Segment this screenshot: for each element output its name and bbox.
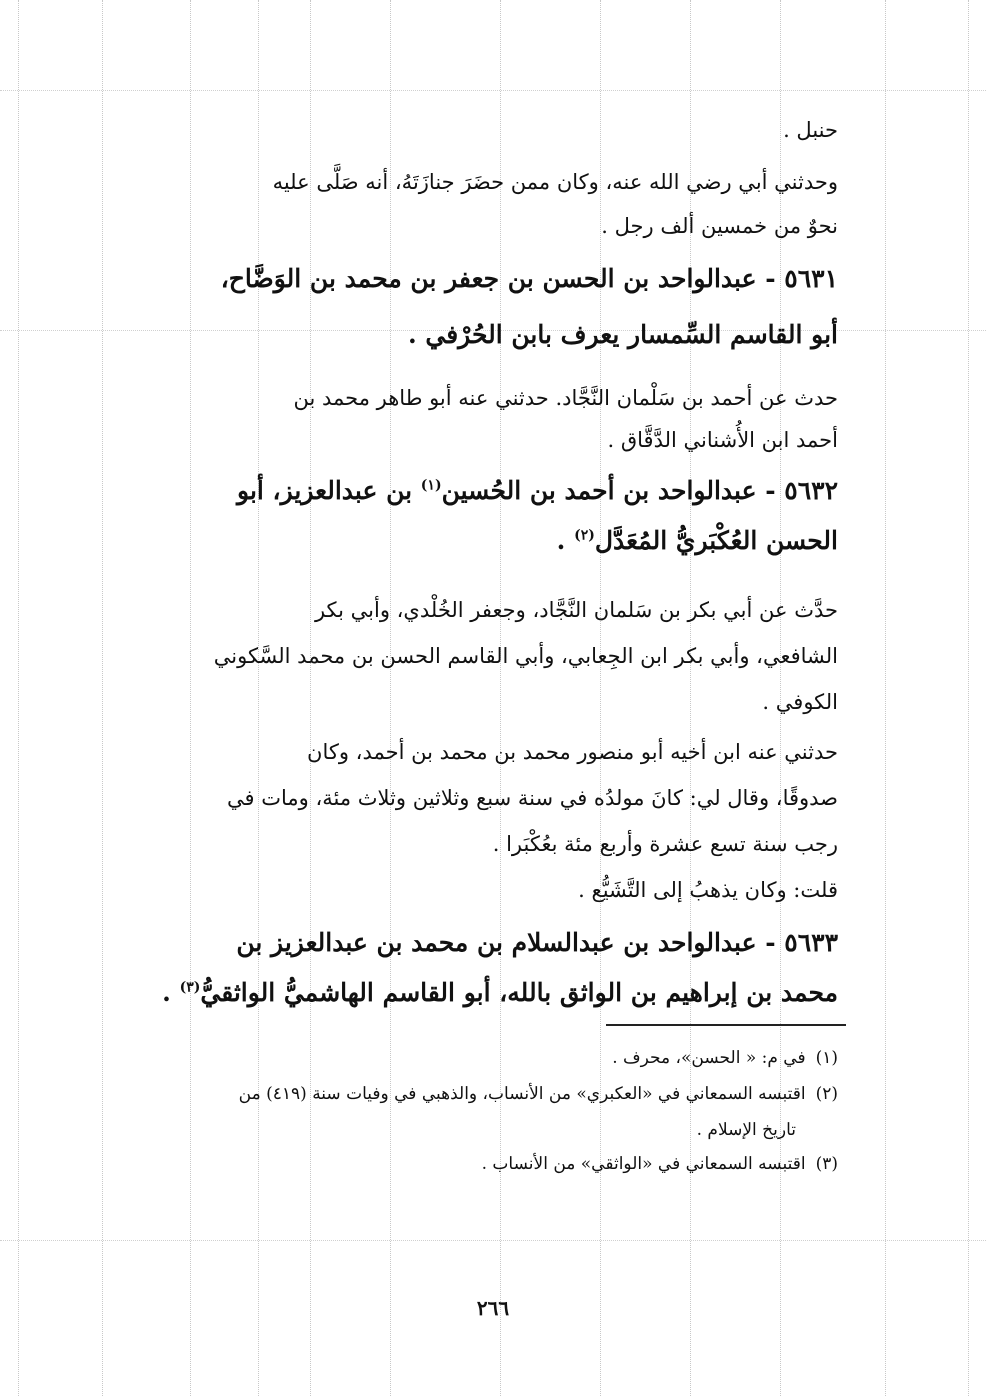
footnote	[125, 1046, 838, 1070]
heading-text: .	[556, 526, 575, 555]
text-line: صدوقًا، وقال لي: كانَ مولدُه في سنة سبع وثلاثين وثلاث مئة، ومات في	[227, 786, 838, 810]
footnote-number: (١)	[815, 1048, 838, 1068]
text-line: رجب سنة تسع عشرة وأربع مئة بعُكْبَرا .	[492, 832, 838, 856]
scan-guide-line	[885, 0, 886, 1396]
entry-heading-5633: ٥٦٣٣ - عبدالواحد بن عبدالسلام بن محمد بن عبدالعزيز بن	[236, 928, 838, 957]
footnote-marker: (١)	[420, 477, 442, 494]
entry-heading-5631: ٥٦٣١ - عبدالواحد بن الحسن بن جعفر بن محمد بن الوَضَّاح،	[220, 264, 838, 293]
heading-text: بن عبدالعزيز، أبو	[237, 476, 421, 505]
text-line: حدَّث عن أبي بكر بن سَلمان النَّجَّاد، وجعفر الخُلْدي، وأبي بكر	[314, 598, 838, 622]
text-line: الشافعي، وأبي بكر ابن الجِعابي، وأبي القاسم الحسن بن محمد السَّكوني	[213, 644, 838, 668]
footnote	[125, 1118, 838, 1142]
text-line: نحوٌ من خمسين ألف رجل .	[601, 214, 838, 238]
text-line: حدثني عنه ابن أخيه أبو منصور محمد بن محمد بن أحمد، وكان	[307, 740, 838, 764]
footnote	[125, 1082, 838, 1106]
heading-text: الحسن العُكْبَريُّ المُعَدَّل	[594, 526, 838, 555]
entry-heading-5632-cont	[125, 524, 838, 558]
entry-heading-5632	[125, 474, 838, 508]
footnote-number: (٢)	[815, 1084, 838, 1104]
heading-text: ٥٦٣٢ - عبدالواحد بن أحمد بن الحُسين	[441, 476, 838, 505]
footnote-marker: (٣)	[179, 979, 201, 996]
heading-text: محمد بن إبراهيم بن الواثق بالله، أبو القاسم الهاشميُّ الواثقيُّ	[200, 978, 838, 1007]
text-line: الكوفي .	[762, 690, 838, 714]
entry-heading-5633-cont	[125, 976, 838, 1010]
text-line: حنبل .	[783, 118, 838, 142]
text-line: وحدثني أبي رضي الله عنه، وكان ممن حضَرَ جنازَتَهُ، أنه صَلَّى عليه	[272, 170, 838, 194]
footnote-marker: (٢)	[574, 527, 595, 544]
scan-guide-line	[18, 0, 19, 1396]
footnote-text: تاريخ الإسلام .	[696, 1120, 796, 1140]
scan-guide-line	[102, 0, 103, 1396]
entry-heading-5631-cont: أبو القاسم السِّمسار يعرف بابن الحُرْفي .	[407, 320, 838, 349]
footnote-text: في م: « الحسن»، محرف .	[612, 1048, 806, 1068]
heading-text: .	[162, 978, 180, 1007]
footnote	[125, 1152, 838, 1176]
text-line: أحمد ابن الأُشناني الدَّقَّاق .	[607, 428, 838, 452]
page-number: ٢٦٦	[476, 1296, 510, 1320]
scan-guide-line	[0, 90, 986, 91]
footnote-text: اقتبسه السمعاني في «الواثقي» من الأنساب .	[481, 1154, 806, 1174]
text-line: حدث عن أحمد بن سَلْمان النَّجَّاد. حدثني عنه أبو طاهر محمد بن	[293, 386, 838, 410]
scan-guide-line	[968, 0, 969, 1396]
scan-guide-line	[0, 1240, 986, 1241]
footnote-number: (٣)	[815, 1154, 838, 1174]
footnote-separator	[606, 1024, 846, 1026]
text-line: قلت: وكان يذهبُ إلى التَّشَيُّع .	[578, 878, 838, 902]
footnote-text: اقتبسه السمعاني في «العكبري» من الأنساب، والذهبي في وفيات سنة (٤١٩) من	[238, 1084, 806, 1104]
